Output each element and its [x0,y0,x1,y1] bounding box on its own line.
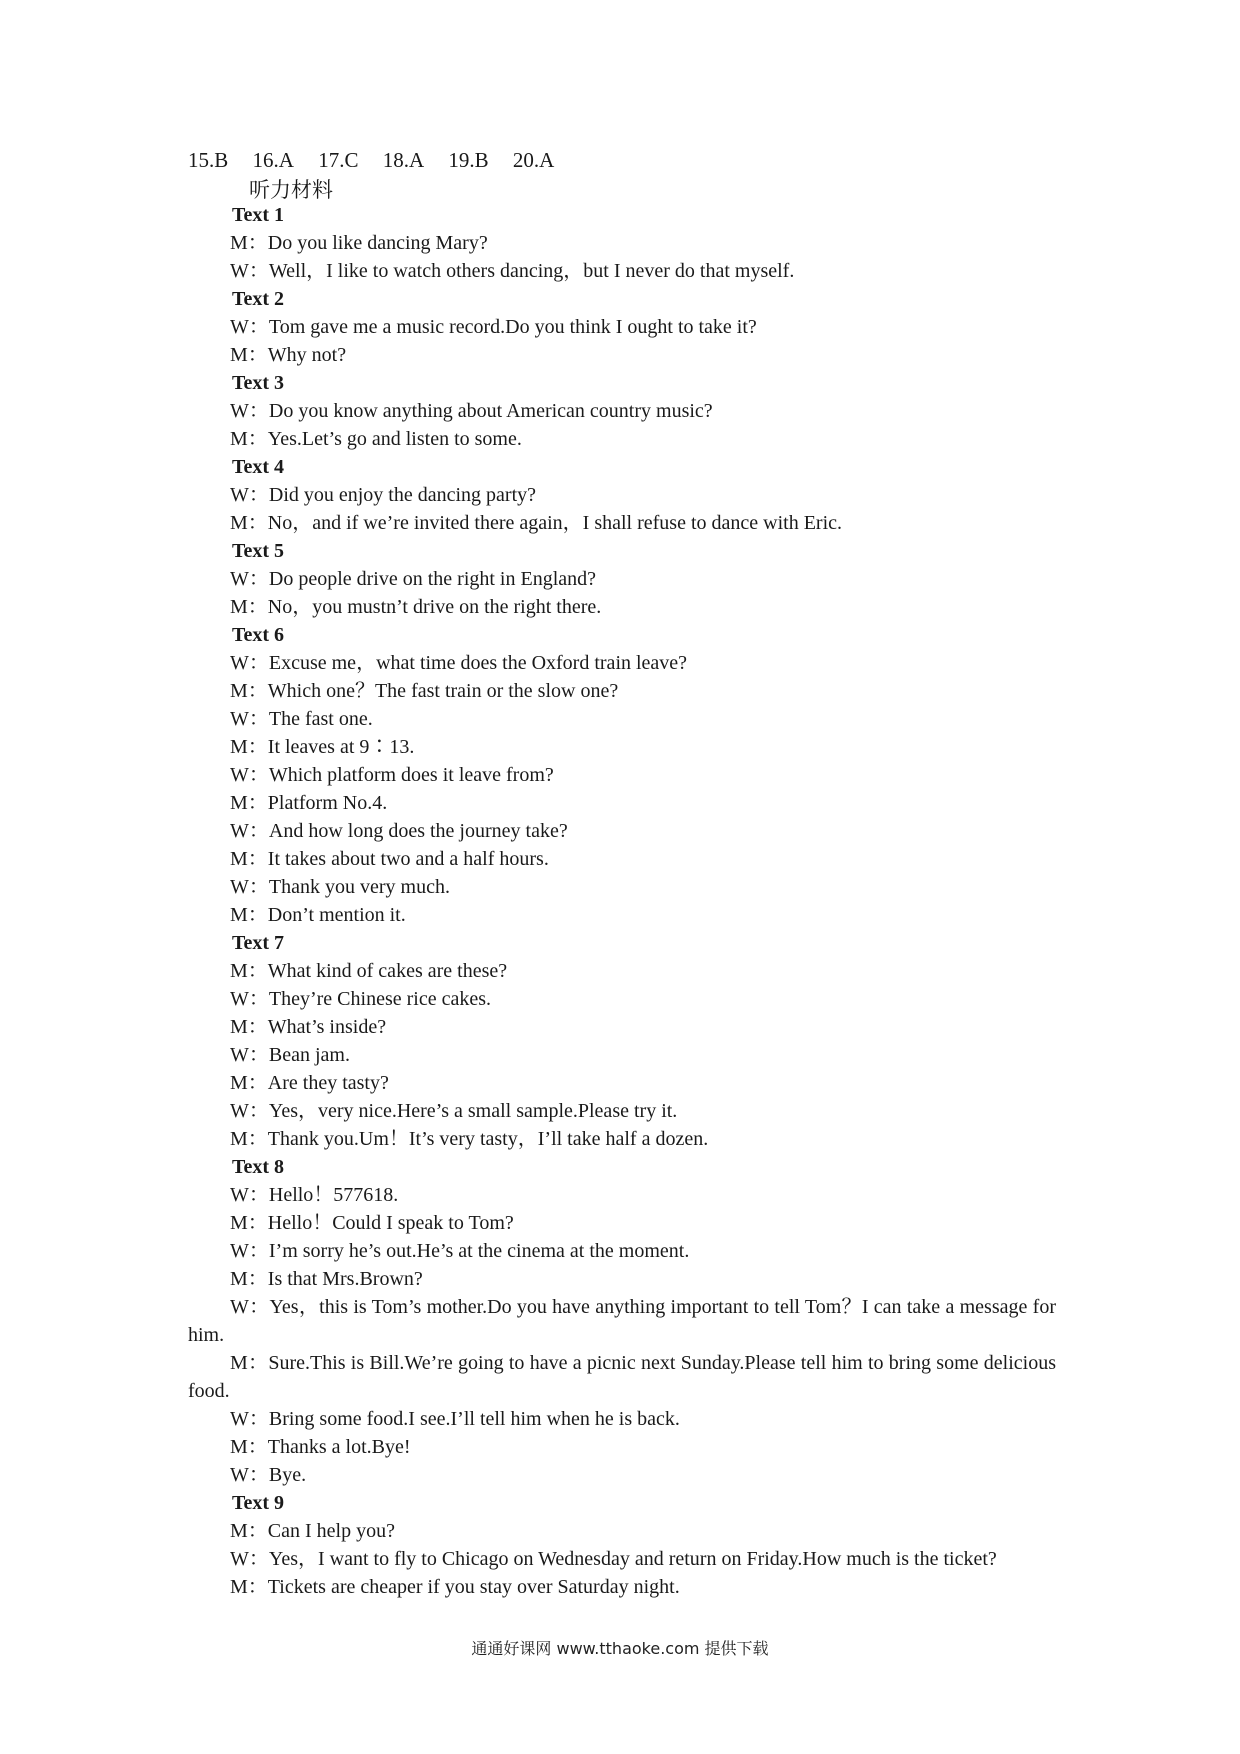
dialogue-line: W：Yes，very nice.Here’s a small sample.Please try it. [230,1100,678,1122]
dialogue-line: W：The fast one. [230,708,373,730]
dialogue-paragraph: M：Sure.This is Bill.We’re going to have a picnic next Sunday.Please tell him to bring some delicious food. [188,1352,1056,1402]
answer-19: 19.B [448,148,489,172]
dialogue-line: M：Are they tasty? [230,1072,389,1094]
dialogue-line: W：Did you enjoy the dancing party? [230,484,537,506]
dialogue-line: M：Thanks a lot.Bye! [230,1436,411,1458]
text-heading: Text 6 [232,624,285,646]
dialogue-line: M：Thank you.Um！It’s very tasty，I’ll take half a dozen. [230,1128,709,1150]
answer-key [188,148,573,173]
text-heading: Text 3 [232,372,285,394]
dialogue-line: W：I’m sorry he’s out.He’s at the cinema at the moment. [230,1240,690,1262]
answer-16: 16.A [252,148,294,172]
dialogue-line: M：Why not? [230,344,347,366]
text-heading: Text 9 [232,1492,285,1514]
page-footer: 通通好课网 www.tthaoke.com 提供下载 [471,1639,769,1658]
dialogue-line: W：Thank you very much. [230,876,450,898]
dialogue-line: W：Excuse me，what time does the Oxford train leave? [230,652,688,674]
dialogue-line: M：Is that Mrs.Brown? [230,1268,423,1290]
dialogue-line: W：Bean jam. [230,1044,350,1066]
text-heading: Text 5 [232,540,285,562]
answer-18: 18.A [382,148,425,172]
dialogue-line: M：Yes.Let’s go and listen to some. [230,428,522,450]
dialogue-line: M：No，and if we’re invited there again，I shall refuse to dance with Eric. [230,512,843,534]
dialogue-line: W：Do you know anything about American country music? [230,400,713,422]
dialogue-line: W：Hello！577618. [230,1184,399,1206]
text-heading: Text 1 [232,204,285,226]
dialogue-line: M：It takes about two and a half hours. [230,848,549,870]
dialogue-line: W：Yes，I want to fly to Chicago on Wednesday and return on Friday.How much is the ticket? [230,1548,997,1570]
dialogue-line: M：It leaves at 9∶13. [230,736,415,758]
answer-15: 15.B [188,148,229,172]
text-heading: Text 4 [232,456,285,478]
dialogue-line: W：Tom gave me a music record.Do you think I ought to take it? [230,316,757,338]
dialogue-line: W：And how long does the journey take? [230,820,568,842]
text-heading: Text 2 [232,288,285,310]
dialogue-line: M：Do you like dancing Mary? [230,232,488,254]
dialogue-line: M：Which one？The fast train or the slow one? [230,680,619,702]
dialogue-line: M：What kind of cakes are these? [230,960,508,982]
dialogue-line: M：What’s inside? [230,1016,387,1038]
dialogue-line: M：Hello！Could I speak to Tom? [230,1212,514,1234]
dialogue-line: W：They’re Chinese rice cakes. [230,988,491,1010]
dialogue-line: M：Platform No.4. [230,792,388,814]
dialogue-line: W：Which platform does it leave from? [230,764,554,786]
dialogue-line: M：Tickets are cheaper if you stay over Saturday night. [230,1576,680,1598]
dialogue-paragraph: W：Yes，this is Tom’s mother.Do you have anything important to tell Tom？I can take a message for him. [188,1296,1056,1346]
dialogue-line: M：Don’t mention it. [230,904,406,926]
dialogue-line: M：Can I help you? [230,1520,395,1542]
dialogue-line: M：No，you mustn’t drive on the right there. [230,596,602,618]
dialogue-line: W：Bring some food.I see.I’ll tell him when he is back. [230,1408,680,1430]
dialogue-line: W：Well，I like to watch others dancing，but I never do that myself. [230,260,795,282]
text-heading: Text 7 [232,932,285,954]
answer-20: 20.A [512,148,555,172]
listening-transcript [188,201,1056,1601]
text-heading: Text 8 [232,1156,285,1178]
answer-17: 17.C [318,148,359,172]
dialogue-line: W：Do people drive on the right in England? [230,568,597,590]
section-title: 听力材料 [249,178,333,202]
dialogue-line: W：Bye. [230,1464,307,1486]
